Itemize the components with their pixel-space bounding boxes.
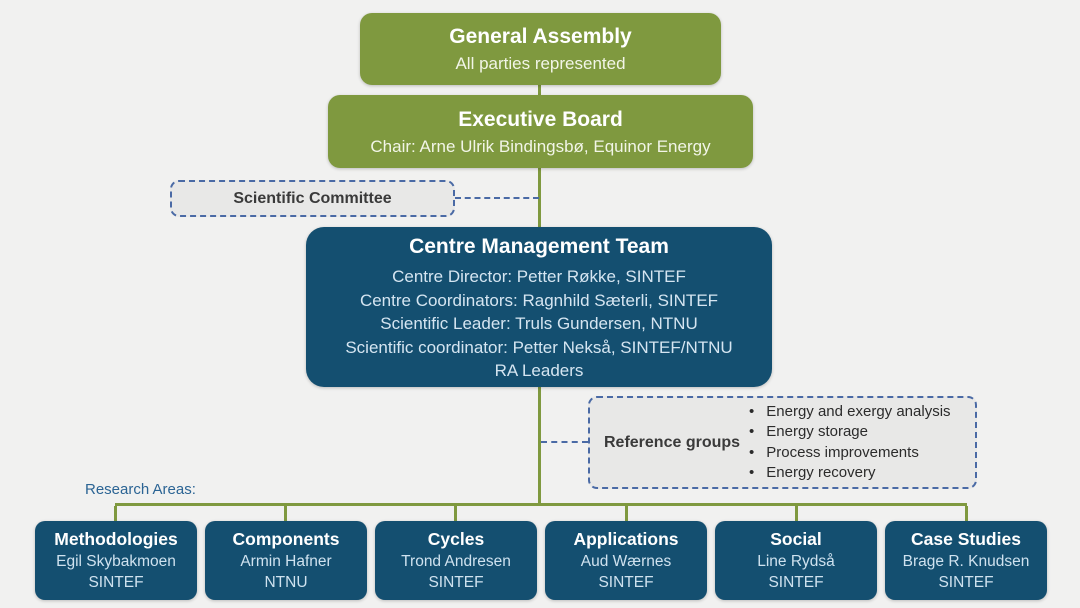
research-area-org: SINTEF [938, 574, 994, 591]
research-area-org: SINTEF [768, 574, 824, 591]
connector-assembly-board [538, 85, 541, 95]
research-area-box-methodologies [35, 521, 197, 600]
connector-research-horizontal [115, 503, 967, 506]
reference-group-item: • Energy storage [749, 422, 951, 443]
scientific-coordinator-line: Scientific coordinator: Petter Nekså, SINTEF/NTNU [345, 337, 733, 357]
reference-group-item: • Process improvements [749, 443, 951, 464]
research-area-leader: Armin Hafner [240, 552, 332, 570]
scientific-leader-line: Scientific Leader: Truls Gundersen, NTNU [380, 314, 698, 334]
executive-board-subtitle: Chair: Arne Ulrik Bindingsbø, Equinor Energy [370, 136, 711, 156]
research-areas-label: Research Areas: [85, 481, 196, 498]
research-area-org: SINTEF [88, 574, 144, 591]
connector-management-research [538, 387, 541, 506]
connector-stub-components [284, 506, 287, 521]
connector-stub-case-studies [965, 506, 968, 521]
scientific-committee-box [170, 180, 455, 217]
research-area-box-applications [545, 521, 707, 600]
centre-management-team-title: Centre Management Team [409, 235, 669, 259]
research-area-box-social [715, 521, 877, 600]
research-area-org: SINTEF [428, 574, 484, 591]
connector-stub-applications [625, 506, 628, 521]
reference-groups-box [588, 396, 977, 489]
research-area-box-cycles [375, 521, 537, 600]
reference-groups-label: Reference groups [604, 433, 741, 451]
research-area-leader: Brage R. Knudsen [902, 552, 1030, 570]
centre-coordinators-line: Centre Coordinators: Ragnhild Sæterli, SINTEF [359, 290, 719, 310]
reference-group-item: • Energy recovery [749, 463, 951, 484]
connector-stub-cycles [454, 506, 457, 521]
reference-group-item: • Energy and exergy analysis [749, 402, 951, 423]
research-area-leader: Aud Wærnes [580, 552, 672, 570]
general-assembly-subtitle: All parties represented [455, 54, 626, 73]
connector-dashed-scientific-committee [455, 197, 539, 199]
reference-groups-list [749, 402, 951, 484]
research-area-leader: Trond Andresen [401, 552, 511, 570]
research-area-title: Case Studies [911, 528, 1021, 549]
research-area-org: SINTEF [598, 574, 654, 591]
research-area-title: Components [232, 528, 340, 549]
connector-stub-social [795, 506, 798, 521]
research-area-title: Methodologies [54, 528, 178, 549]
general-assembly-title: General Assembly [449, 25, 632, 48]
research-area-title: Cycles [427, 528, 485, 549]
research-area-org: NTNU [264, 574, 308, 591]
centre-director-line: Centre Director: Petter Røkke, SINTEF [392, 267, 686, 287]
research-area-box-case-studies [885, 521, 1047, 600]
research-area-leader: Line Rydså [757, 552, 835, 570]
executive-board-title: Executive Board [458, 107, 623, 131]
general-assembly-box [360, 13, 721, 85]
connector-dashed-reference-groups [541, 441, 588, 443]
ra-leaders-line: RA Leaders [494, 361, 584, 381]
executive-board-box [328, 95, 753, 168]
research-area-leader: Egil Skybakmoen [56, 552, 176, 570]
centre-management-team-box [306, 227, 772, 387]
research-area-title: Applications [573, 528, 679, 549]
research-area-box-components [205, 521, 367, 600]
connector-stub-methodologies [114, 506, 117, 521]
scientific-committee-label: Scientific Committee [233, 189, 392, 207]
research-area-title: Social [770, 528, 822, 549]
